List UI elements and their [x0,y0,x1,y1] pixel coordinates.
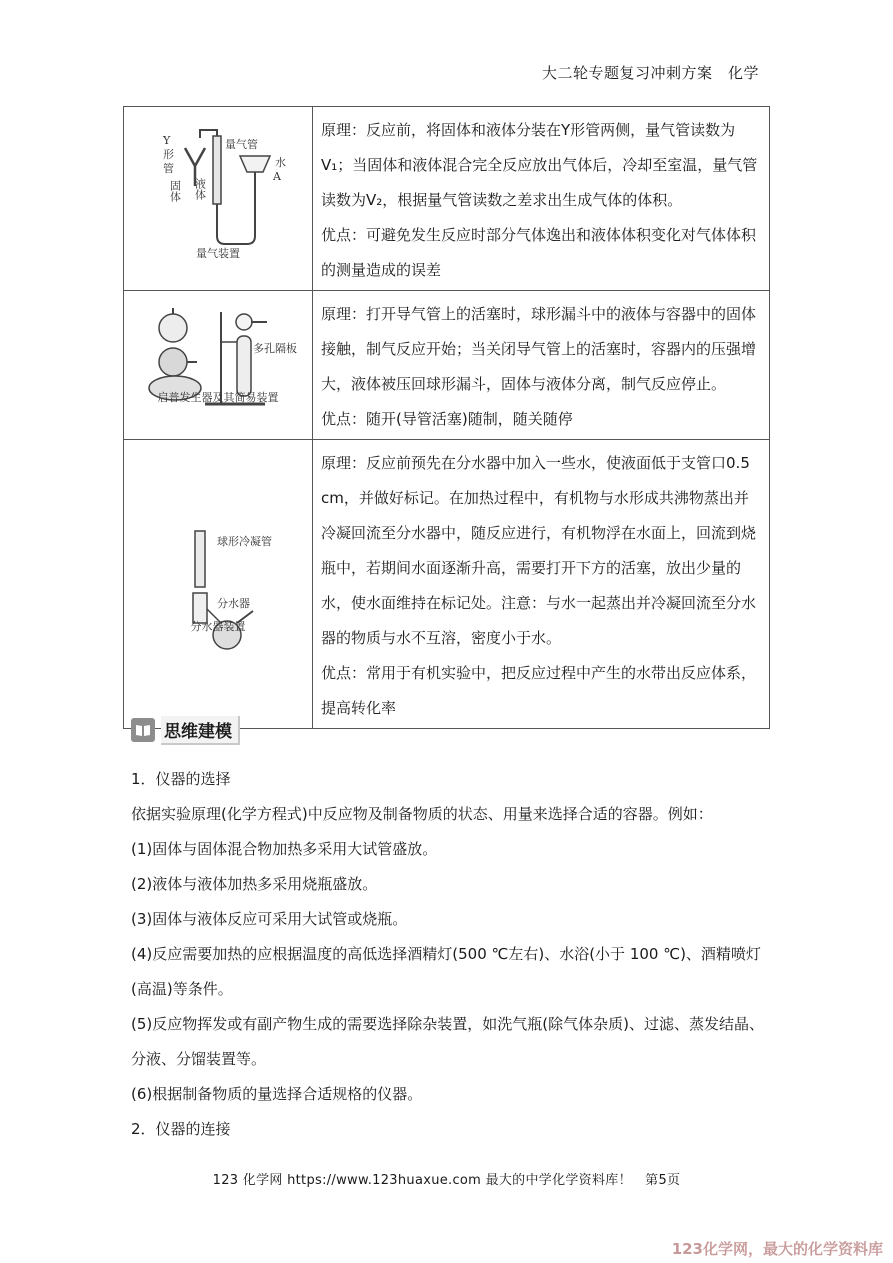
middle-bulb-shape [159,348,187,376]
test-tube-shape [237,336,251,396]
table-row [124,291,770,440]
list-item: (3)固体与液体反应可采用大试管或烧瓶。 [131,910,408,928]
leveling-funnel-shape [240,156,270,172]
table-row [124,107,770,291]
y-tube-label: Y [163,134,171,147]
table-row [124,440,770,729]
svg-text:形: 形 [163,148,174,161]
figure-caption: 启普发生器及其简易装置 [157,391,279,404]
device-table [123,106,770,729]
gas-measuring-figure-cell [124,107,313,291]
gas-measuring-apparatus-figure [125,108,311,258]
kipp-description [313,291,770,440]
separator-label: 分水器 [217,597,250,610]
paragraph: 依据实验原理(化学方程式)中反应物及制备物质的状态、用量来选择合适的容器。例如： [131,805,713,823]
advantage-text: 优点：随开(导管活塞)随制，随关随停 [321,410,573,428]
list-item: (4)反应需要加热的应根据温度的高低选择酒精灯(500 ℃左右)、水浴(小于 100 ℃)、酒精喷灯(高温)等条件。 [131,945,761,998]
kipp-figure-cell [124,291,313,440]
water-separator-figure-cell [124,440,313,729]
principle-text: 原理：反应前，将固体和液体分装在Y形管两侧，量气管读数为V₁；当固体和液体混合完全反应放出气体后，冷却至室温，量气管读数为V₂，根据量气管读数之差求出生成气体的体积。 [321,121,758,209]
porous-plate-label: 多孔隔板 [253,342,297,355]
water-separator-figure [125,513,311,713]
subheading: 2．仪器的连接 [131,1120,231,1138]
funnel-bulb-shape [159,314,187,342]
body-text [131,762,771,1147]
list-item: (5)反应物挥发或有副产物生成的需要选择除杂装置，如洗气瓶(除气体杂质)、过滤、蒸发结晶、分液、分馏装置等。 [131,1015,764,1068]
condenser-label: 球形冷凝管 [217,535,272,548]
book-icon [131,718,155,742]
water-separator-description [313,440,770,729]
subheading: 1．仪器的选择 [131,770,231,788]
rubber-tube-shape [217,178,255,244]
gas-measuring-description [313,107,770,291]
a-label: A [273,170,281,183]
figure-caption: 分水器装置 [190,620,246,633]
section-title: 思维建模 [161,716,240,745]
figure-caption: 量气装置 [196,247,240,260]
list-item: (2)液体与液体加热多采用烧瓶盛放。 [131,875,378,893]
water-label: 水 [275,156,286,169]
page-footer: 123 化学网 https://www.123huaxue.com 最大的中学化学资料库！ 第5页 [212,1173,681,1188]
gas-burette-label: 量气管 [225,138,258,151]
gas-burette-shape [213,136,221,204]
solid-label: 固体 [168,180,182,202]
principle-text: 原理：打开导气管上的活塞时，球形漏斗中的液体与容器中的固体接触，制气反应开始；当关闭导气管上的活塞时，容器内的压强增大，液体被压回球形漏斗，固体与液体分离，制气反应停止。 [321,305,757,393]
principle-text: 原理：反应前预先在分水器中加入一些水，使液面低于支管口0.5 cm，并做好标记。在加热过程中，有机物与水形成共沸物蒸出并冷凝回流至分水器中，随反应进行，有机物浮在水面上，回流到烧瓶中，若期间水面逐渐升高，需要打开下方的活塞，放出少量的水，使水面维持在标记处。注意：与水一起蒸出并冷凝回流至分水器的物质与水不互溶，密度小于水。 [321,454,757,647]
liquid-label: 液体 [193,178,207,200]
condenser-shape [195,531,205,587]
list-item: (1)固体与固体混合物加热多采用大试管盛放。 [131,840,438,858]
watermark: 123化学网，最大的化学资料库 [671,1240,883,1258]
svg-text:管: 管 [163,162,174,175]
advantage-text: 优点：可避免发生反应时部分气体逸出和液体体积变化对气体体积的测量造成的误差 [321,226,757,279]
section-heading [131,717,240,743]
advantage-text: 优点：常用于有机实验中，把反应过程中产生的水带出反应体系，提高转化率 [321,664,757,717]
list-item: (6)根据制备物质的量选择合适规格的仪器。 [131,1085,423,1103]
page-header: 大二轮专题复习冲刺方案 化学 [541,64,759,82]
